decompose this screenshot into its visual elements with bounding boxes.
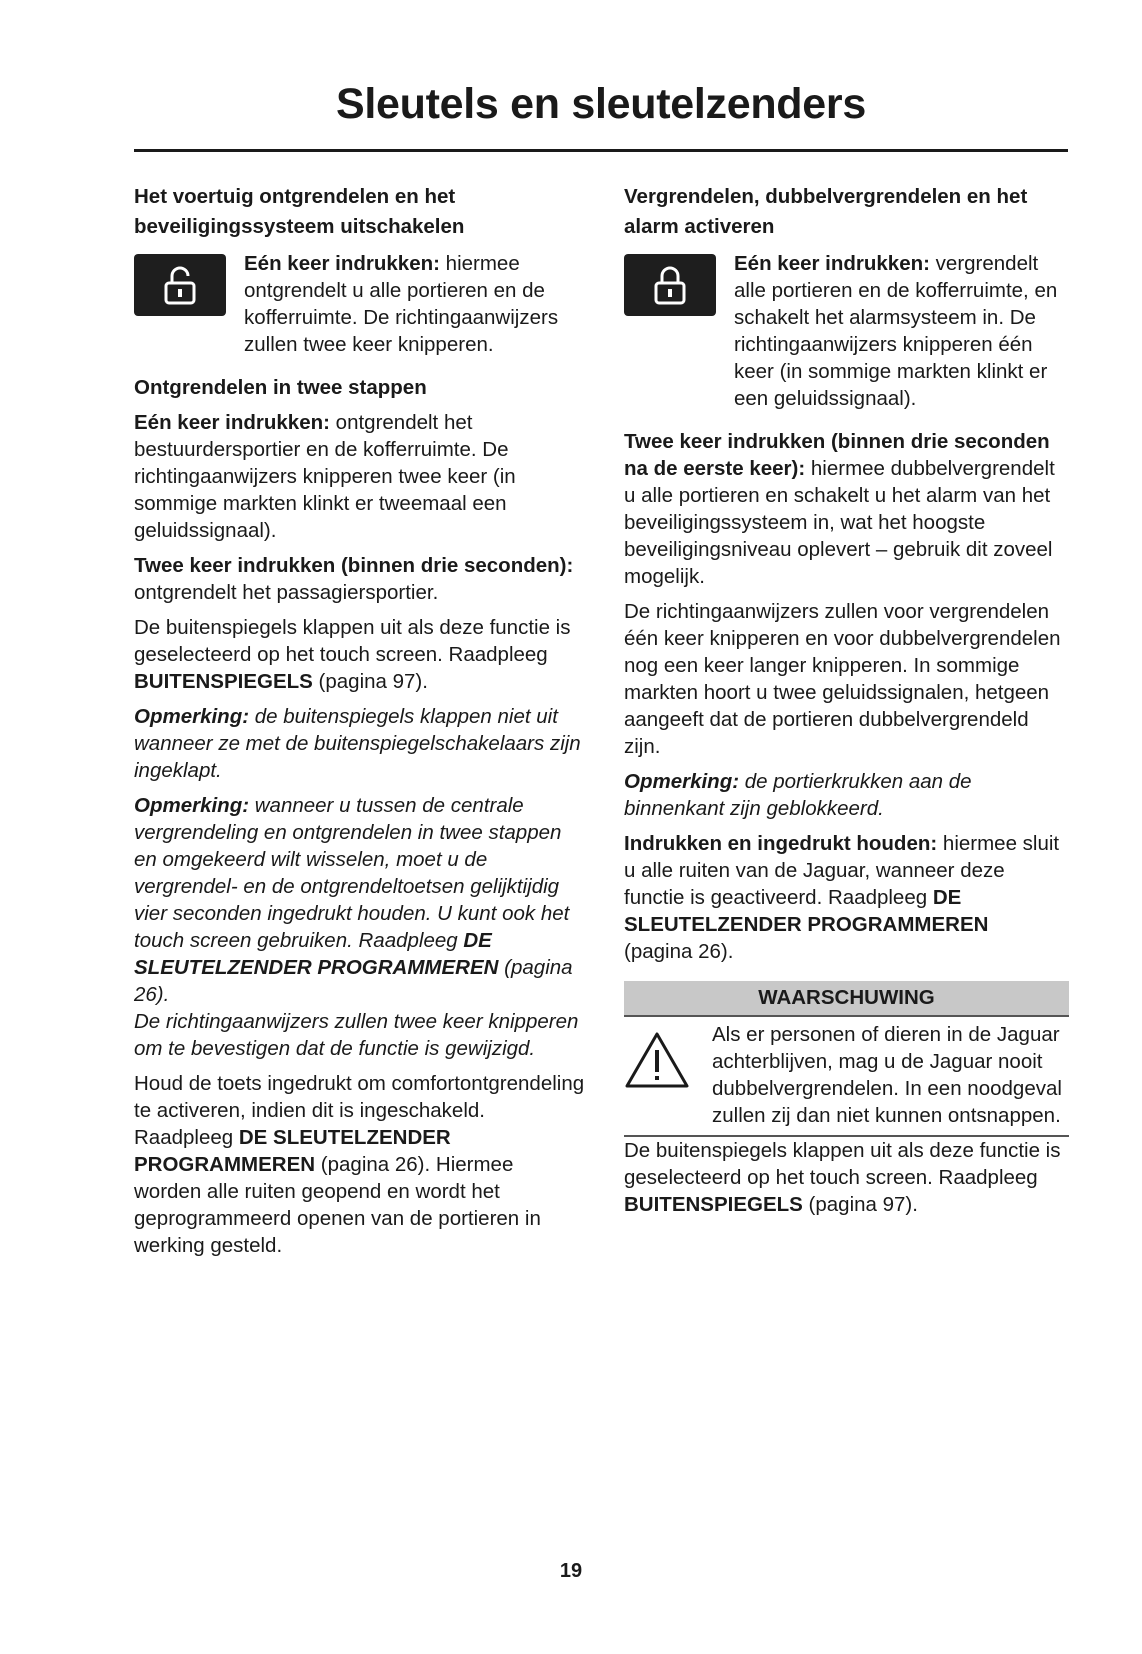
unlock-press-once: Eén keer indrukken: hiermee ontgrendelt u alle portieren en de kofferruimte. De richtingaanwijzers zullen twee keer knipperen. — [244, 252, 559, 356]
lock-press-once: Eén keer indrukken: vergrendelt alle portieren en de kofferruimte, en schakelt het alarmsysteem in. De richtingaanwijzers knipperen één keer (in sommige markten klinkt er een geluidssignaal). — [734, 252, 1058, 410]
lock-icon — [624, 254, 716, 316]
two-step-twice: Twee keer indrukken (binnen drie seconden): ontgrendelt het passagiersportier. — [134, 554, 574, 604]
mirrors-paragraph: De buitenspiegels klappen uit als deze functie is geselecteerd op het touch screen. Raadpleeg BUITENSPIEGELS (pagina 97). — [134, 616, 571, 693]
warning-title: WAARSCHUWING — [624, 981, 1069, 1017]
page-title: Sleutels en sleutelzenders — [336, 80, 866, 128]
warning-triangle-icon — [624, 1021, 712, 1096]
note-mirrors: Opmerking: de buitenspiegels klappen niet uit wanneer ze met de buitenspiegelschakelaars zijn ingeklapt. — [134, 705, 581, 782]
two-step-heading: Ontgrendelen in twee stappen — [134, 376, 427, 399]
note-handles: Opmerking: de portierkrukken aan de binnenkant zijn geblokkeerd. — [624, 770, 972, 820]
lock-section-heading: Vergrendelen, dubbelvergrendelen en het alarm activeren — [624, 185, 1028, 238]
title-divider — [134, 149, 1068, 152]
left-column — [134, 182, 586, 1267]
unlock-icon — [134, 254, 226, 316]
indicators-paragraph: De richtingaanwijzers zullen voor vergrendelen één keer knipperen en voor dubbelvergrendelen nog een keer langer knipperen. In sommige markten hoort u twee geluidssignalen, hetgeen aangeeft dat de portieren dubbelvergrendeld zijn. — [624, 600, 1061, 758]
comfort-unlock-paragraph: Houd de toets ingedrukt om comfortontgrendeling te activeren, indien dit is ingeschakeld. Raadpleeg DE SLEUTELZENDER PROGRAMMEREN (pagina 26). Hiermee worden alle ruiten geopend en wordt het geprogrammeerd openen van de portieren in werking gesteld. — [134, 1072, 585, 1257]
right-column — [624, 182, 1069, 1226]
lock-instruction — [624, 250, 1069, 420]
warning-text: Als er personen of dieren in de Jaguar achterblijven, mag u de Jaguar nooit dubbelvergrendelen. In een noodgeval zullen zij dan niet kunnen ontsnappen. — [712, 1023, 1062, 1127]
warning-box — [624, 981, 1069, 1137]
two-step-once: Eén keer indrukken: ontgrendelt het bestuurdersportier en de kofferruimte. De richtingaanwijzers knipperen twee keer (in sommige markten klinkt er tweemaal een geluidssignaal). — [134, 411, 516, 542]
note-switch-mode: Opmerking: wanneer u tussen de centrale vergrendeling en ontgrendelen in twee stappen en omgekeerd wilt wisselen, moet u de vergrendel- en de ontgrendeltoetsen gelijktijdig vier seconden ingedrukt houden. U kunt ook het touch screen gebruiken. Raadpleeg DE SLEUTELZENDER PROGRAMMEREN (pagina 26). De richtingaanwijzers zullen twee keer knipperen om te bevestigen dat de functie is gewijzigd. — [134, 794, 579, 1060]
lock-press-twice: Twee keer indrukken (binnen drie seconden na de eerste keer): hiermee dubbelvergrendelt u alle portieren en schakelt u het alarm van het beveiligingssysteem in, wat het hoogste beveiligingsniveau oplevert – gebruik dit zoveel mogelijk. — [624, 430, 1055, 588]
unlock-section-heading: Het voertuig ontgrendelen en het beveiligingssysteem uitschakelen — [134, 185, 465, 238]
mirrors-paragraph-right: De buitenspiegels klappen uit als deze functie is geselecteerd op het touch screen. Raadpleeg BUITENSPIEGELS (pagina 97). — [624, 1139, 1061, 1216]
hold-paragraph: Indrukken en ingedrukt houden: hiermee sluit u alle ruiten van de Jaguar, wanneer deze functie is geactiveerd. Raadpleeg DE SLEUTELZENDER PROGRAMMEREN (pagina 26). — [624, 832, 1060, 963]
page-number: 19 — [559, 1560, 583, 1582]
unlock-instruction — [134, 250, 586, 366]
